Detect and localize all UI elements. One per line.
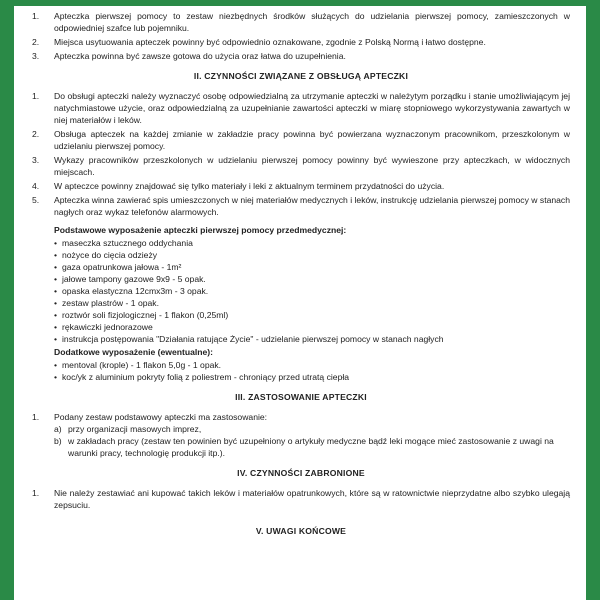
section-2-list — [32, 90, 570, 218]
sub-list-item: b) w zakładach pracy (zestaw ten powinien być uzupełniony o artykuły medyczne bądź leki mogące mieć zastosowanie z uwagi na warunki pracy, technologię produkcji itp.). — [54, 436, 554, 458]
list-item: • instrukcja postępowania "Działania ratujące Życie" - udzielanie pierwszej pomocy w stanach nagłych — [54, 334, 444, 344]
list-item: • zestaw plastrów - 1 opak. — [54, 298, 159, 308]
list-item: • rękawiczki jednorazowe — [54, 322, 153, 332]
list-item: 3. Apteczka powinna być zawsze gotowa do użycia oraz łatwa do uzupełnienia. — [32, 51, 346, 61]
list-item: • gaza opatrunkowa jałowa - 1m² — [54, 262, 182, 272]
list-item: • opaska elastyczna 12cmx3m - 3 opak. — [54, 286, 209, 296]
section-4-list — [32, 487, 570, 511]
list-item: 2. Miejsca usytuowania apteczek powinny być odpowiednio oznakowane, zgodnie z Polską Normą i łatwo dostępne. — [32, 37, 486, 47]
list-item: • nożyce do cięcia odzieży — [54, 250, 158, 260]
list-item: • maseczka sztucznego oddychania — [54, 238, 193, 248]
extra-equipment-title: Dodatkowe wyposażenie (ewentualne): — [54, 347, 214, 357]
section-4-heading: IV. CZYNNOŚCI ZABRONIONE — [237, 468, 365, 478]
section-2-heading: II. CZYNNOŚCI ZWIĄZANE Z OBSŁUGĄ APTECZKI — [193, 71, 409, 81]
basic-equipment-block — [54, 224, 570, 383]
list-item: 2. Obsługa apteczek na każdej zmianie w zakładzie pracy powinna być powierzana wyznaczonym pracownikom, przeszkolonym w udzielaniu pierwszej pomocy. — [32, 129, 570, 151]
instruction-document — [32, 10, 570, 545]
section-1-list — [32, 10, 570, 62]
section-3-heading: III. ZASTOSOWANIE APTECZKI — [235, 392, 367, 402]
list-item: • koc/yk z aluminium pokryty folią z poliestrem - chroniący przed utratą ciepła — [54, 372, 350, 382]
list-item: 4. W apteczce powinny znajdować się tylko materiały i leki z aktualnym terminem przydatności do użycia. — [32, 181, 445, 191]
list-item: 3. Wykazy pracowników przeszkolonych w udzielaniu pierwszej pomocy powinny być wywieszone przy apteczkach, w widocznych miejscach. — [32, 155, 570, 177]
list-item: 1. Apteczka pierwszej pomocy to zestaw niezbędnych środków służących do udzielania pierwszej pomocy, zamieszczonych w odpowiedniej szafce lub pojemniku. — [32, 11, 570, 33]
list-item: • roztwór soli fizjologicznej - 1 flakon (0,25ml) — [54, 310, 229, 320]
list-item: 1. Nie należy zestawiać ani kupować takich leków i materiałów opatrunkowych, które są w ratownictwie nieprzydatne albo szybko ulegają zepsuciu. — [32, 488, 570, 510]
list-item: 5. Apteczka winna zawierać spis umieszczonych w niej materiałów medycznych i leków, instrukcję udzielania pierwszej pomocy w stanach nagłych oraz wykaz telefonów alarmowych. — [32, 195, 570, 217]
section-3-list — [32, 411, 570, 459]
list-item: 1. Do obsługi apteczki należy wyznaczyć osobę odpowiedzialną za utrzymanie apteczki w należytym porządku i stanie umożliwiającym jej natychmiastowe użycie, oraz odpowiedzialną za uzupełnianie zawartości apteczki w miarę stopniowego wykorzystywania zawartych w niej materiałów i leków. — [32, 91, 570, 125]
basic-equipment-title: Podstawowe wyposażenie apteczki pierwszej pomocy przedmedycznej: — [54, 225, 347, 235]
section-5-heading: V. UWAGI KOŃCOWE — [255, 526, 347, 536]
sub-list-item: a) przy organizacji masowych imprez, — [54, 424, 202, 434]
list-item: • mentoval (krople) - 1 flakon 5,0g - 1 opak. — [54, 360, 222, 370]
list-item: • jałowe tampony gazowe 9x9 - 5 opak. — [54, 274, 206, 284]
list-item: 1. Podany zestaw podstawowy apteczki ma zastosowanie: — [32, 412, 268, 422]
